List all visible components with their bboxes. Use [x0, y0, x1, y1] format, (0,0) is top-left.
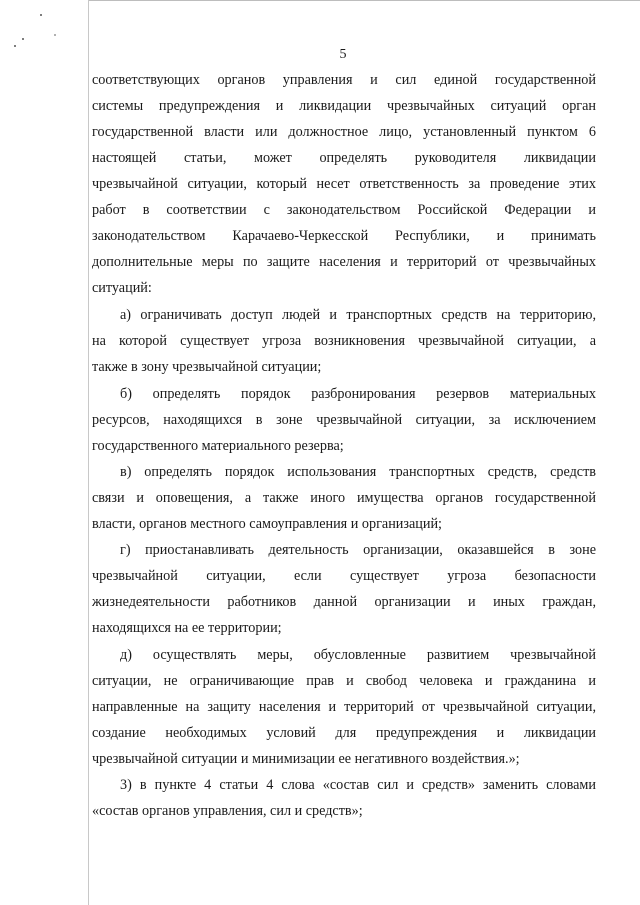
scan-artifact-dot	[40, 14, 42, 16]
list-item-b-line: б) определять порядок разбронирования резервов материальных	[120, 386, 596, 402]
list-item-d-line: д) осуществлять меры, обусловленные развитием чрезвычайной	[120, 647, 596, 663]
text-line: ресурсов, находящихся в зоне чрезвычайной ситуации, за исключением	[92, 412, 596, 428]
text-line: чрезвычайной ситуации, который несет ответственность за проведение этих	[92, 176, 596, 192]
text-line: работ в соответствии с законодательством Российской Федерации и	[92, 202, 596, 218]
text-line: связи и оповещения, а также иного имущества органов государственной	[92, 490, 596, 506]
scan-artifact-dot	[54, 34, 56, 36]
text-line: на которой существует угроза возникновения чрезвычайной ситуации, а	[92, 333, 596, 349]
text-line: направленные на защиту населения и территорий от чрезвычайной ситуации,	[92, 699, 596, 715]
text-line: настоящей статьи, может определять руководителя ликвидации	[92, 150, 596, 166]
text-line: власти, органов местного самоуправления и организаций;	[92, 516, 442, 532]
text-line: также в зону чрезвычайной ситуации;	[92, 359, 322, 375]
list-item-g-line: г) приостанавливать деятельность организации, оказавшейся в зоне	[120, 542, 596, 558]
text-line: ситуаций:	[92, 280, 152, 296]
list-item-v-line: в) определять порядок использования транспортных средств, средств	[120, 464, 596, 480]
text-line: государственного материального резерва;	[92, 438, 344, 454]
scan-artifact-dot	[22, 38, 24, 40]
text-line: создание необходимых условий для предупреждения и ликвидации	[92, 725, 596, 741]
text-line: дополнительные меры по защите населения и территорий от чрезвычайных	[92, 254, 596, 270]
text-line: находящихся на ее территории;	[92, 620, 282, 636]
text-line: жизнедеятельности работников данной организации и иных граждан,	[92, 594, 596, 610]
page-left-edge	[88, 0, 89, 905]
text-line: соответствующих органов управления и сил единой государственной	[92, 72, 596, 88]
page-number: 5	[339, 47, 347, 62]
text-line: системы предупреждения и ликвидации чрезвычайных ситуаций орган	[92, 98, 596, 114]
text-line: законодательством Карачаево-Черкесской Республики, и принимать	[92, 228, 596, 244]
text-line: чрезвычайной ситуации и минимизации ее негативного воздействия.»;	[92, 751, 520, 767]
text-line: «состав органов управления, сил и средств»;	[92, 803, 363, 819]
text-line: ситуации, не ограничивающие прав и свобод человека и гражданина и	[92, 673, 596, 689]
item-3-line: 3) в пункте 4 статьи 4 слова «состав сил и средств» заменить словами	[120, 777, 596, 793]
text-line: чрезвычайной ситуации, если существует угроза безопасности	[92, 568, 596, 584]
page-top-edge	[88, 0, 640, 1]
list-item-a-line: а) ограничивать доступ людей и транспортных средств на территорию,	[120, 307, 596, 323]
text-line: государственной власти или должностное лицо, установленный пунктом 6	[92, 124, 596, 140]
